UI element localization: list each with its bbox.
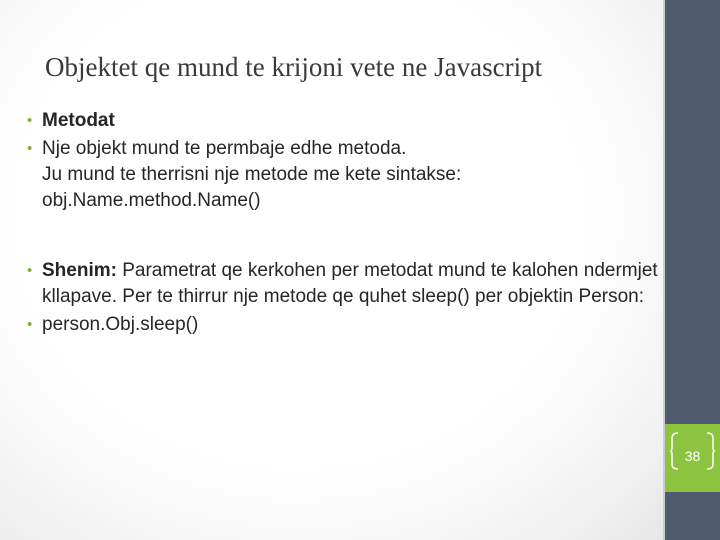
- bullet-dot-icon: •: [27, 140, 33, 157]
- bullet-text: Nje objekt mund te permbaje edhe metoda.: [42, 138, 407, 159]
- bullet-code-line: person.Obj.sleep(): [42, 314, 199, 335]
- page-number: 38: [684, 448, 701, 464]
- bullet-item-example: [22, 312, 662, 338]
- bullet-dot-icon: •: [27, 112, 33, 129]
- bullet-dot-icon: •: [27, 316, 33, 333]
- bullet-text: Parametrat qe kerkohen per metodat mund te kalohen ndermjet kllapave. Per te thirrur nje metode qe quhet sleep() per objektin Person:: [42, 260, 658, 307]
- bullet-bold-label: Metodat: [42, 110, 115, 131]
- slide-title: Objektet qe mund te krijoni vete ne Javascript: [45, 52, 543, 82]
- bullet-bold-label: Shenim:: [42, 260, 117, 281]
- page-number-badge: [665, 424, 720, 492]
- bullet-dot-icon: •: [27, 262, 33, 279]
- right-bracket-icon: [705, 432, 715, 470]
- bullet-item-methods: [22, 136, 662, 214]
- bullet-item-metodat: [22, 108, 662, 134]
- bullet-list: [22, 108, 662, 338]
- bullet-continuation-line: Ju mund te therrisni nje metode me kete sintakse:: [42, 164, 462, 185]
- bullet-code-line: obj.Name.method.Name(): [42, 190, 261, 211]
- bullet-item-note: [22, 258, 662, 310]
